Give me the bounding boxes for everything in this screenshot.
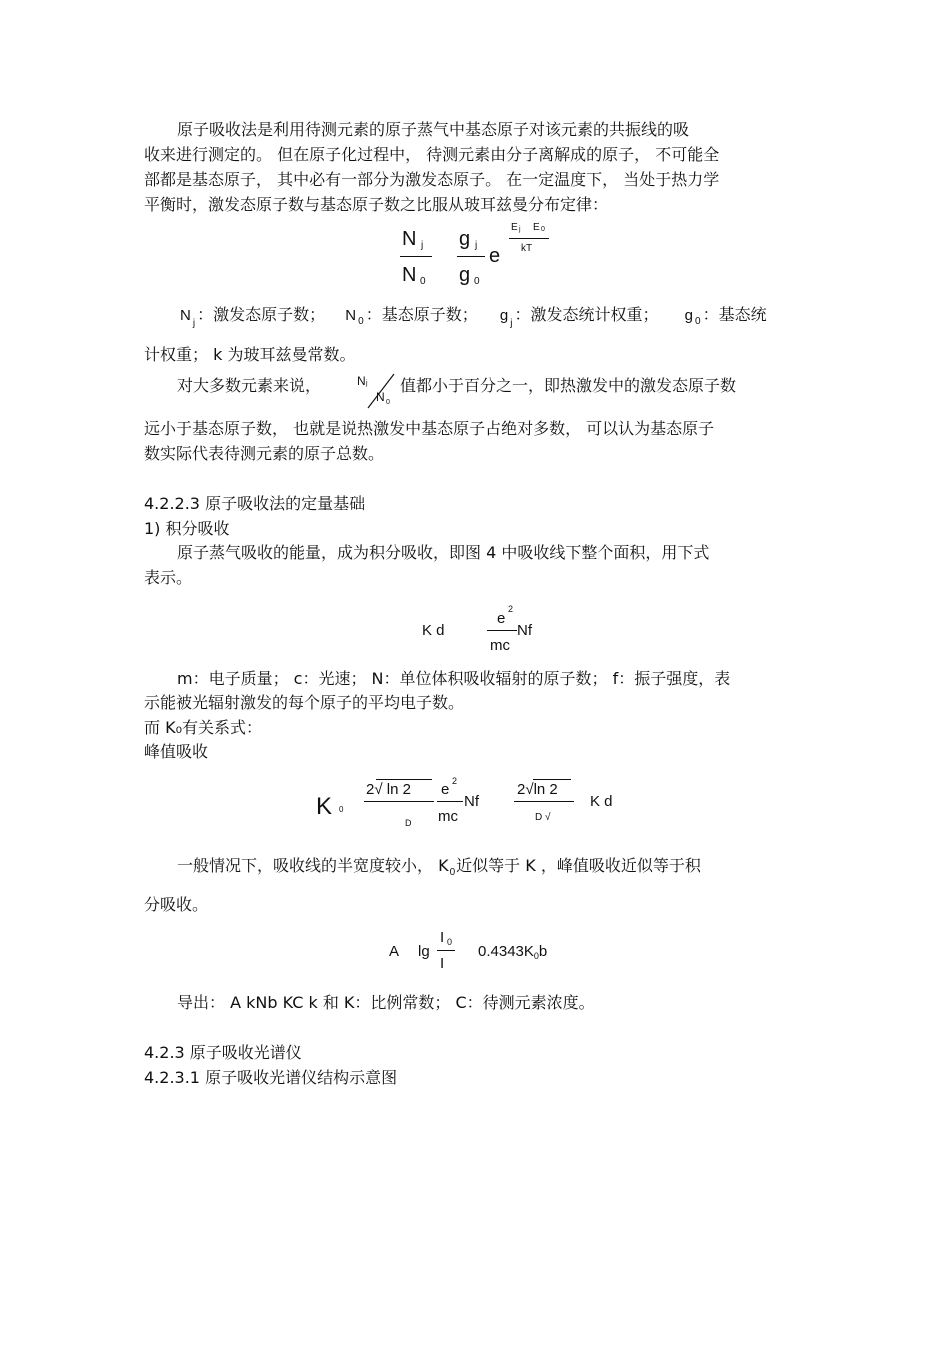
eq3-nf: Nf — [464, 793, 479, 810]
eq4-A: A — [389, 943, 400, 960]
eq3-f1-num: 2√ ln 2 — [366, 781, 411, 798]
para1-line2: 收来进行测定的。 但在原子化过程中， 待测元素由分子离解成的原子， 不可能全 — [144, 145, 720, 164]
eq1-exp-j: j — [519, 226, 521, 233]
section-heading: 4.2.2.3 原子吸收法的定量基础 — [144, 494, 366, 513]
para3-line3: 而 K₀有关系式： — [144, 718, 262, 737]
eq1-g-den-sub: 0 — [474, 276, 480, 287]
para1-line4: 平衡时，激发态原子数与基态原子数之比服从玻耳兹曼分布定律： — [144, 195, 609, 214]
eq3-K: K — [316, 793, 333, 820]
eq2-sup: 2 — [508, 604, 514, 614]
ratio-den: N — [376, 390, 385, 404]
eq2-num: e — [497, 610, 506, 627]
eq1-num-N: N — [402, 228, 417, 250]
eq1-g-num-sub: j — [475, 240, 478, 251]
eq3-tail: K d — [590, 793, 613, 810]
eq1-num-sub: j — [421, 240, 424, 251]
heading-4-2-3: 4.2.3 原子吸收光谱仪 — [144, 1043, 302, 1062]
ratio-num: N — [357, 374, 366, 388]
eq3-f2-sup: 2 — [452, 776, 458, 786]
para2-line1a: 对大多数元素来说， — [177, 376, 322, 395]
para3-line1: m：电子质量； c：光速； N：单位体积吸收辐射的原子数； f：振子强度，表 — [177, 669, 731, 688]
definitions-line2: 计权重； k 为玻耳兹曼常数。 — [144, 345, 356, 364]
para4-line1: 一般情况下，吸收线的半宽度较小， $K_0$近似等于 K ，峰值吸收近似等于积 — [177, 856, 701, 878]
eq4-rhs: $0.4343K_0b$ — [478, 943, 548, 961]
eq2-rhs: Nf — [517, 622, 532, 639]
eq4-num-sub: 0 — [447, 937, 453, 947]
para4-line2: 分吸收。 — [144, 895, 209, 914]
eq1-g-den: g — [459, 264, 471, 286]
eq4-num: I — [440, 929, 445, 946]
para1-line1: 原子吸收法是利用待测元素的原子蒸气中基态原子对该元素的共振线的吸 — [177, 120, 690, 139]
eq1-e: e — [489, 245, 501, 267]
section-para-line2: 表示。 — [144, 568, 193, 587]
eq3-f1-sqrt-bar — [376, 779, 432, 780]
eq1-g-num: g — [459, 228, 471, 250]
eq2-den: mc — [490, 637, 510, 654]
ratio-num-sub: j — [366, 380, 368, 387]
eq3-f1-bar — [364, 801, 434, 802]
eq1-exp-Ej: E — [511, 222, 518, 233]
eq4-lg: lg — [418, 943, 430, 960]
para2-line3: 数实际代表待测元素的原子总数。 — [144, 444, 385, 463]
eq1-exp-den: kT — [521, 243, 533, 254]
eq3-f1-den: D — [405, 818, 412, 828]
eq1-den-N: N — [402, 264, 417, 286]
para3-line2: 示能被光辐射激发的每个原子的平均电子数。 — [144, 693, 465, 712]
eq3-f2-bar — [437, 801, 463, 802]
eq4-den: I — [440, 955, 445, 972]
eq4-bar — [437, 950, 455, 951]
ratio-den-sub: 0 — [386, 399, 390, 406]
section-para-line1: 原子蒸气吸收的能量，成为积分吸收，即图 4 中吸收线下整个面积，用下式 — [177, 543, 710, 562]
eq1-exp-bar — [509, 238, 549, 239]
eq2-bar — [487, 630, 517, 631]
eq1-exp-0: 0 — [541, 226, 545, 233]
eq1-exp-E0: E — [533, 222, 540, 233]
para3-line4: 峰值吸收 — [144, 742, 209, 761]
eq3-f2-den: mc — [438, 808, 458, 825]
subsection-heading: 1) 积分吸收 — [144, 519, 230, 538]
eq3-f2-num: e — [441, 781, 450, 798]
para2-line1b: 值都小于百分之一，即热激发中的激发态原子数 — [400, 376, 737, 395]
eq3-f3-bar — [514, 801, 574, 802]
eq3-f3-den: D √ — [535, 812, 551, 823]
eq1-g-bar — [457, 256, 485, 257]
eq3-f3-num: 2√ln 2 — [517, 781, 558, 798]
eq3-K-sub: 0 — [339, 805, 344, 814]
definitions-line1: N $_j$ ：激发态原子数； N $_0$ ：基态原子数； g $_j$ ：激发态统计权重； g $_0$ ：基态统 — [180, 305, 767, 329]
para2-line2: 远小于基态原子数， 也就是说热激发中基态原子占绝对多数， 可以认为基态原子 — [144, 419, 715, 438]
eq3-f3-sqrt-bar — [533, 779, 571, 780]
eq1-den-sub: 0 — [420, 276, 426, 287]
para5-line1: 导出： A kNb KC k 和 K：比例常数； C：待测元素浓度。 — [177, 993, 595, 1012]
eq2-lhs: K d — [422, 622, 445, 639]
para1-line3: 部都是基态原子， 其中必有一部分为激发态原子。 在一定温度下， 当处于热力学 — [144, 170, 720, 189]
eq1-fraction-bar — [400, 256, 432, 257]
heading-4-2-3-1: 4.2.3.1 原子吸收光谱仪结构示意图 — [144, 1068, 398, 1087]
